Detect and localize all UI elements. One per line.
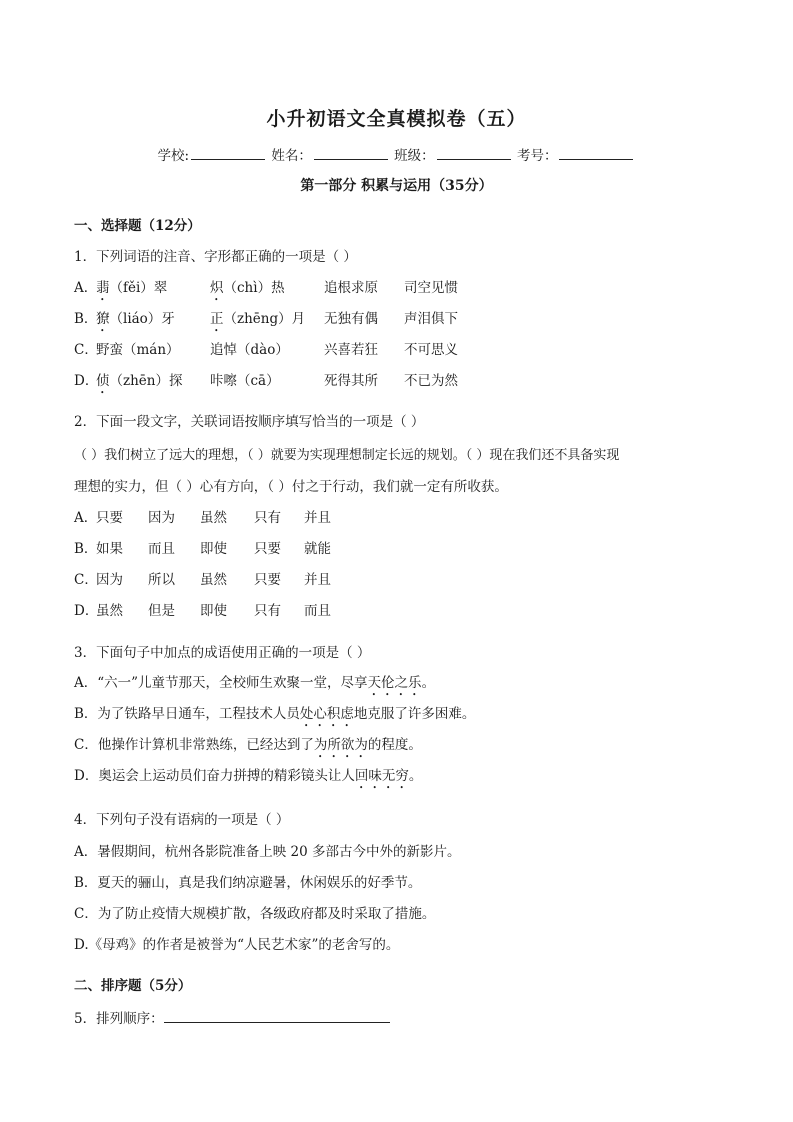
pinyin: （dào） [237, 342, 289, 358]
option-letter: C． [74, 342, 98, 358]
q4-option-b: B．夏天的骊山，真是我们纳凉避暑，休闲娱乐的好季节。 [74, 875, 422, 891]
class-blank [437, 147, 511, 160]
word: 咔嚓 [210, 373, 237, 389]
dotted-idiom: 天伦之乐 [367, 675, 422, 691]
conjunction: 只有 [254, 510, 281, 526]
idiom: 不已为然 [404, 373, 458, 389]
q2-option-c [74, 571, 474, 589]
conjunction: 即使 [200, 603, 227, 619]
q1-option-a [74, 279, 714, 297]
conjunction: 只要 [96, 510, 123, 526]
pinyin-word: （fěi）翠 [109, 280, 168, 296]
school-label: 学校: [157, 148, 190, 164]
pinyin: （cā） [237, 373, 280, 389]
conjunction: 因为 [148, 510, 175, 526]
q2-stem: 2．下面一段文字，关联词语按顺序填写恰当的一项是（ ） [74, 414, 425, 430]
idiom: 兴喜若狂 [324, 342, 378, 358]
word: 追悼 [210, 342, 237, 358]
sentence-text: C．他操作计算机非常熟练，已经达到了 [74, 737, 314, 753]
q5-answer-blank [164, 1010, 390, 1023]
option-letter: A． [74, 510, 98, 526]
conjunction: 虽然 [200, 510, 227, 526]
option-letter: B． [74, 541, 98, 557]
conjunction: 而且 [304, 603, 331, 619]
dotted-char: 翡 [96, 280, 110, 296]
idiom: 死得其所 [324, 373, 378, 389]
sentence-text: B．为了铁路早日通车，工程技术人员 [74, 706, 300, 722]
option-letter: B． [74, 311, 98, 327]
option-letter: C． [74, 572, 98, 588]
q1-option-d [74, 372, 714, 390]
conjunction: 并且 [304, 510, 331, 526]
conjunction: 虽然 [200, 572, 227, 588]
dotted-idiom: 为所欲为 [313, 737, 368, 753]
idiom: 追根求原 [324, 280, 378, 296]
sentence-text: A．“六一”儿童节那天，全校师生欢聚一堂，尽享 [74, 675, 368, 691]
conjunction: 就能 [304, 541, 331, 557]
idiom: 不可思义 [404, 342, 458, 358]
q1-stem: 1．下列词语的注音、字形都正确的一项是（ ） [74, 249, 357, 265]
conjunction: 即使 [200, 541, 227, 557]
conjunction: 所以 [148, 572, 175, 588]
sentence-text: D．奥运会上运动员们奋力拼搏的精彩镜头让人 [74, 768, 355, 784]
dotted-char: 正 [210, 311, 224, 327]
sentence-text: 。 [421, 675, 436, 691]
q4-stem: 4．下列句子没有语病的一项是（ ） [74, 812, 290, 828]
q3-option-a [74, 674, 435, 699]
exam-no-blank [559, 147, 633, 160]
dotted-idiom: 处心积虑 [299, 706, 354, 722]
class-label: 班级： [394, 148, 435, 164]
sentence-text: 。 [408, 768, 423, 784]
q2-passage-line-1: （ ）我们树立了远大的理想，（ ）就要为实现理想制定长远的规划。（ ）现在我们还不具备实现 [74, 448, 620, 463]
pinyin-word: （chì）热 [223, 280, 285, 296]
word: 野蛮 [96, 342, 123, 358]
q3-option-d [74, 767, 422, 792]
q5-line [74, 1010, 390, 1028]
idiom: 司空见惯 [404, 280, 458, 296]
option-letter: D． [74, 603, 99, 619]
q4-option-c: C．为了防止疫情大规模扩散，各级政府都及时采取了措施。 [74, 906, 436, 922]
dotted-char: 炽 [210, 280, 224, 296]
pinyin-word: （zhēng）月 [223, 311, 306, 327]
conjunction: 而且 [148, 541, 175, 557]
page-title: 小升初语文全真模拟卷（五） [266, 108, 527, 130]
dotted-idiom: 回味无穷 [354, 768, 409, 784]
section-heading-ordering: 二、排序题（5分） [74, 978, 192, 994]
q1-option-b [74, 310, 714, 328]
conjunction: 并且 [304, 572, 331, 588]
q4-option-d: D.《母鸡》的作者是被誉为“人民艺术家”的老舍写的。 [74, 937, 400, 953]
conjunction: 只要 [254, 541, 281, 557]
conjunction: 只有 [254, 603, 281, 619]
q2-option-d [74, 602, 474, 620]
q2-passage-line-2: 理想的实力，但（ ）心有方向，（ ）付之于行动，我们就一定有所收获。 [74, 479, 508, 495]
dotted-char: 侦 [96, 373, 110, 389]
conjunction: 但是 [148, 603, 175, 619]
q1-option-c [74, 341, 714, 359]
q2-option-a [74, 509, 474, 527]
conjunction: 因为 [96, 572, 123, 588]
idiom: 声泪俱下 [404, 311, 458, 327]
pinyin: （mán） [123, 342, 180, 358]
name-blank [314, 147, 388, 160]
q3-option-b [74, 705, 475, 730]
pinyin-word: （liáo）牙 [109, 311, 175, 327]
pinyin-word: （zhēn）探 [109, 373, 183, 389]
exam-no-label: 考号： [516, 148, 558, 164]
option-letter: A． [74, 280, 98, 296]
sentence-text: 的程度。 [367, 737, 422, 753]
sentence-text: 地克服了许多困难。 [353, 706, 476, 722]
q3-stem: 3．下面句子中加点的成语使用正确的一项是（ ） [74, 645, 371, 661]
part-title: 第一部分 积累与运用（35分） [300, 178, 493, 194]
student-info-row [0, 144, 793, 164]
q4-option-a: A．暑假期间，杭州各影院准备上映 20 多部古今中外的新影片。 [74, 844, 461, 860]
dotted-char: 獠 [96, 311, 110, 327]
q2-option-b [74, 540, 474, 558]
idiom: 无独有偶 [324, 311, 378, 327]
conjunction: 如果 [96, 541, 123, 557]
q5-stem: 5．排列顺序： [74, 1011, 164, 1027]
conjunction: 只要 [254, 572, 281, 588]
conjunction: 虽然 [96, 603, 123, 619]
school-blank [191, 147, 265, 160]
option-letter: D． [74, 373, 99, 389]
name-label: 姓名： [271, 148, 312, 164]
section-heading-choice: 一、选择题（12分） [74, 218, 201, 234]
q3-option-c [74, 736, 422, 761]
